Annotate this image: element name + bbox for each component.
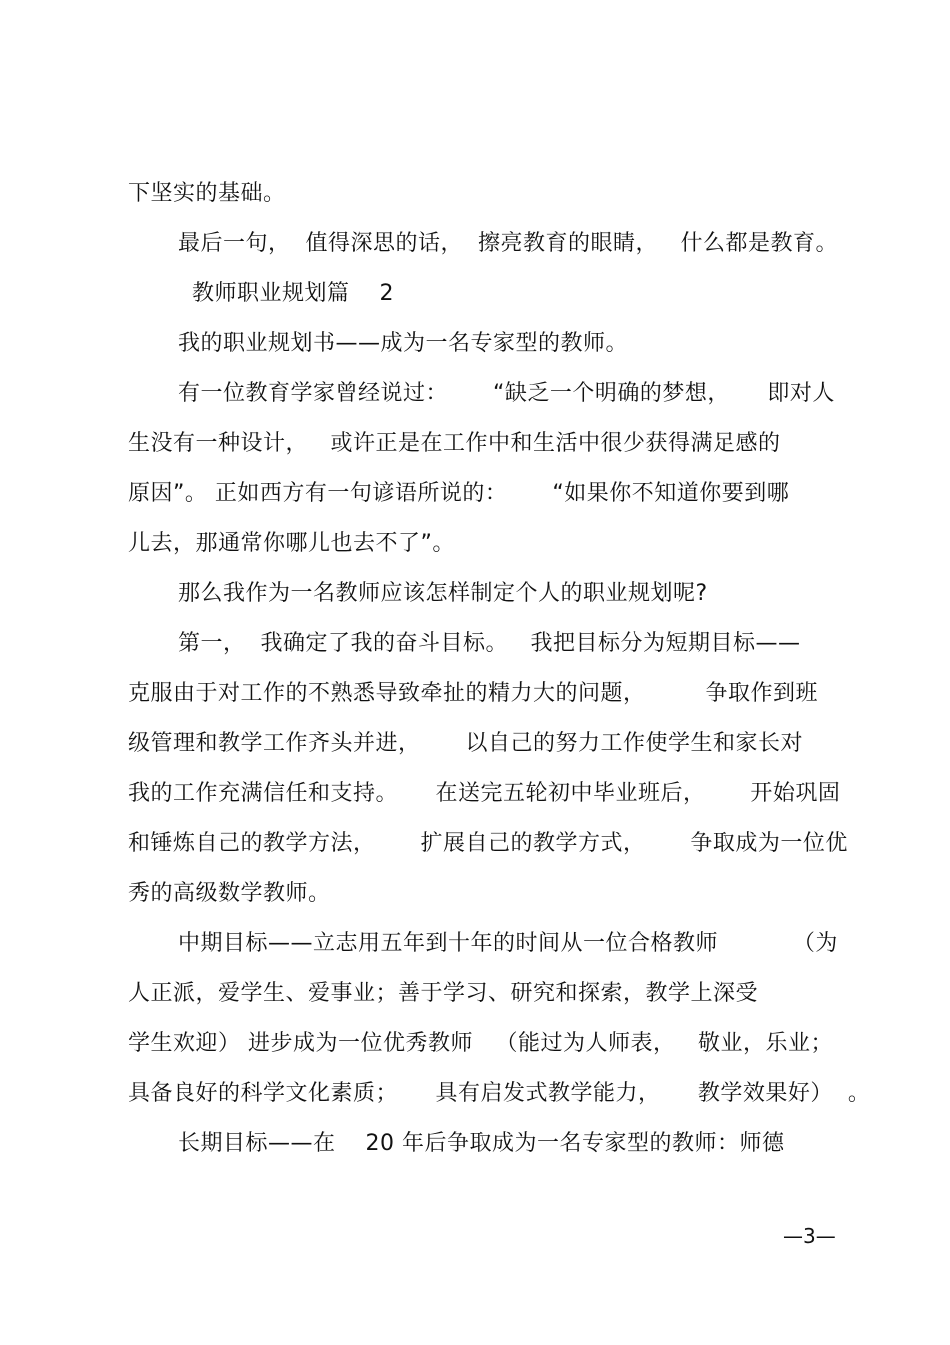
text-line-5: 生没有一种设计， 或许正是在工作中和生活中很少获得满足感的 — [128, 431, 781, 456]
text-line-19: 长期目标——在 20 年后争取成为一名专家型的教师：师德 — [178, 1131, 785, 1156]
text-line-8: 那么我作为一名教师应该怎样制定个人的职业规划呢? — [178, 581, 708, 606]
text-line-17: 学生欢迎） 进步成为一位优秀教师 （能过为人师表， 敬业，乐业； — [128, 1031, 833, 1056]
section-heading: 教师职业规划篇 2 — [192, 281, 394, 306]
page-number: —3— — [783, 1224, 836, 1248]
text-line-4: 有一位教育学家曾经说过： “缺乏一个明确的梦想， 即对人 — [178, 381, 835, 406]
text-line-3: 我的职业规划书——成为一名专家型的教师。 — [178, 331, 629, 356]
text-line-15: 中期目标——立志用五年到十年的时间从一位合格教师 （为 — [178, 931, 838, 956]
text-line-1: 下坚实的基础。 — [128, 181, 286, 206]
text-line-10: 克服由于对工作的不熟悉导致牵扯的精力大的问题， 争取作到班 — [128, 681, 818, 706]
text-line-16: 人正派，爱学生、爱事业；善于学习、研究和探索，教学上深受 — [128, 981, 759, 1006]
text-line-2: 最后一句， 值得深思的话， 擦亮教育的眼睛， 什么都是教育。 — [178, 231, 838, 256]
text-line-6: 原因”。 正如西方有一句谚语所说的： “如果你不知道你要到哪 — [128, 481, 790, 506]
text-line-13: 和锤炼自己的教学方法， 扩展自己的教学方式， 争取成为一位优 — [128, 831, 848, 856]
text-line-14: 秀的高级数学教师。 — [128, 881, 331, 906]
text-line-11: 级管理和教学工作齐头并进， 以自己的努力工作使学生和家长对 — [128, 731, 803, 756]
text-line-9: 第一， 我确定了我的奋斗目标。 我把目标分为短期目标—— — [178, 631, 801, 656]
text-line-12: 我的工作充满信任和支持。 在送完五轮初中毕业班后， 开始巩固 — [128, 781, 841, 806]
text-line-7: 儿去，那通常你哪儿也去不了”。 — [128, 531, 455, 556]
text-line-18: 具备良好的科学文化素质； 具有启发式教学能力， 教学效果好） 。 — [128, 1081, 871, 1106]
